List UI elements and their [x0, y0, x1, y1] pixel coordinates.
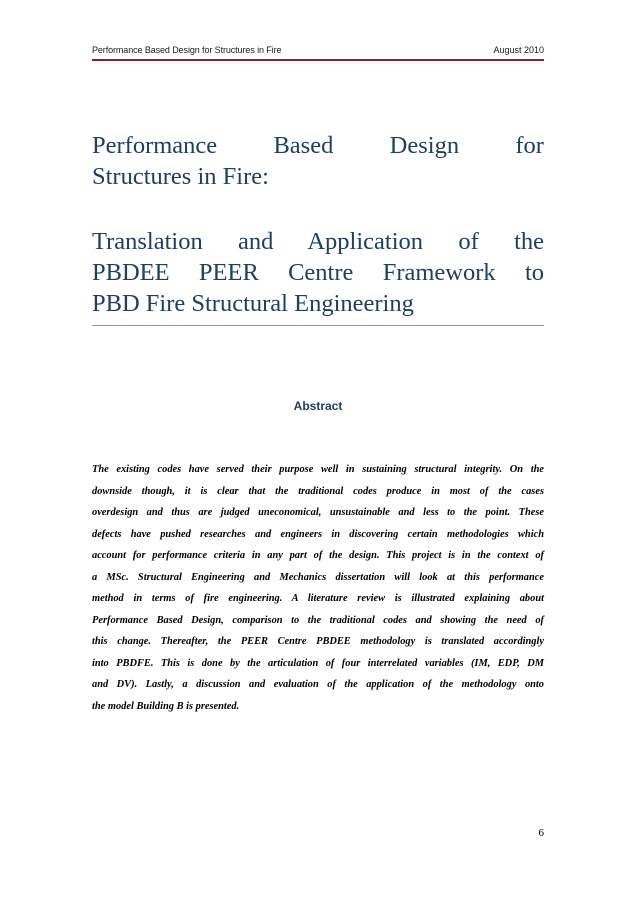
header-date: August 2010: [493, 45, 544, 55]
abstract-line: method in terms of fire engineering. A literature review is illustrated explaining about: [92, 593, 544, 604]
page-number: 6: [538, 827, 544, 839]
title-word: Performance: [92, 132, 218, 159]
abstract-line: a MSc. Structural Engineering and Mechanics dissertation will look at this performance: [92, 571, 544, 583]
abstract-heading: Abstract: [293, 399, 343, 413]
abstract-line: account for performance criteria in any part of the design. This project is in the context of: [92, 550, 544, 561]
abstract-line: this change. Thereafter, the PEER Centre PBDEE methodology is translated accordingly: [92, 636, 544, 647]
subtitle-line: PBD Fire Structural Engineering: [92, 290, 414, 317]
abstract-line: The existing codes have served their purpose well in sustaining structural integrity. On the: [92, 464, 544, 475]
abstract-line: overdesign and thus are judged uneconomical, unsustainable and less to the point. These: [92, 507, 544, 518]
abstract-line: the model Building B is presented.: [92, 700, 240, 712]
abstract-line: into PBDFE. This is done by the articulation of four interrelated variables (IM, EDP, DM: [92, 657, 544, 669]
subtitle-line: PBDEE PEER Centre Framework to: [92, 259, 544, 286]
title-divider: [92, 325, 544, 326]
title-word: Based: [273, 132, 334, 159]
abstract-line: defects have pushed researches and engineers in discovering certain methodologies which: [92, 528, 544, 540]
subtitle-line: Translation and Application of the: [92, 228, 544, 255]
abstract-body: [92, 459, 544, 717]
abstract-line: and DV). Lastly, a discussion and evaluation of the application of the methodology onto: [92, 679, 544, 690]
header-divider: [92, 59, 544, 61]
abstract-line: downside though, it is clear that the traditional codes produce in most of the cases: [92, 485, 544, 497]
title-word: for: [515, 132, 544, 159]
abstract-line: Performance Based Design, comparison to the traditional codes and showing the need of: [92, 614, 544, 626]
title-line-2: Structures in Fire:: [92, 163, 269, 190]
header-document-title: Performance Based Design for Structures in Fire: [92, 45, 282, 55]
page-title: [92, 130, 544, 192]
page-subtitle: [92, 226, 544, 319]
title-word: Design: [389, 132, 460, 159]
title-line-1: [92, 130, 544, 161]
